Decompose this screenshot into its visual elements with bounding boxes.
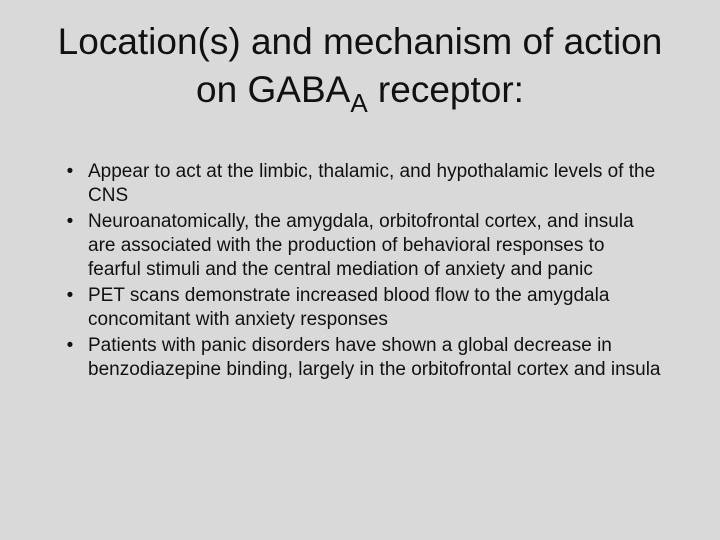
bullet-dot-icon: • <box>66 335 74 356</box>
bullet-item <box>62 334 662 382</box>
slide-title-main: Location(s) and mechanism of action on GABA <box>57 21 663 110</box>
bullet-text: Appear to act at the limbic, thalamic, and hypothalamic levels of the CNS <box>88 161 656 206</box>
bullet-dot-icon: • <box>66 285 74 306</box>
bullet-dot-icon: • <box>66 161 74 182</box>
bullet-text: Patients with panic disorders have shown a global decrease in benzodiazepine binding, largely in the orbitofrontal cortex and insula <box>88 335 661 380</box>
bullet-dot-icon: • <box>66 211 74 232</box>
slide-title <box>40 18 680 118</box>
bullet-item <box>62 210 662 282</box>
bullet-text: Neuroanatomically, the amygdala, orbitofrontal cortex, and insula are associated with the production of behavioral responses to fearful stimuli and the central mediation of anxiety and panic <box>88 211 634 280</box>
bullet-item <box>62 160 662 208</box>
bullet-list <box>62 160 662 384</box>
slide-title-tail: receptor: <box>367 69 524 110</box>
bullet-text: PET scans demonstrate increased blood flow to the amygdala concomitant with anxiety responses <box>88 285 610 330</box>
slide-title-subscript: A <box>350 88 368 118</box>
bullet-item <box>62 284 662 332</box>
